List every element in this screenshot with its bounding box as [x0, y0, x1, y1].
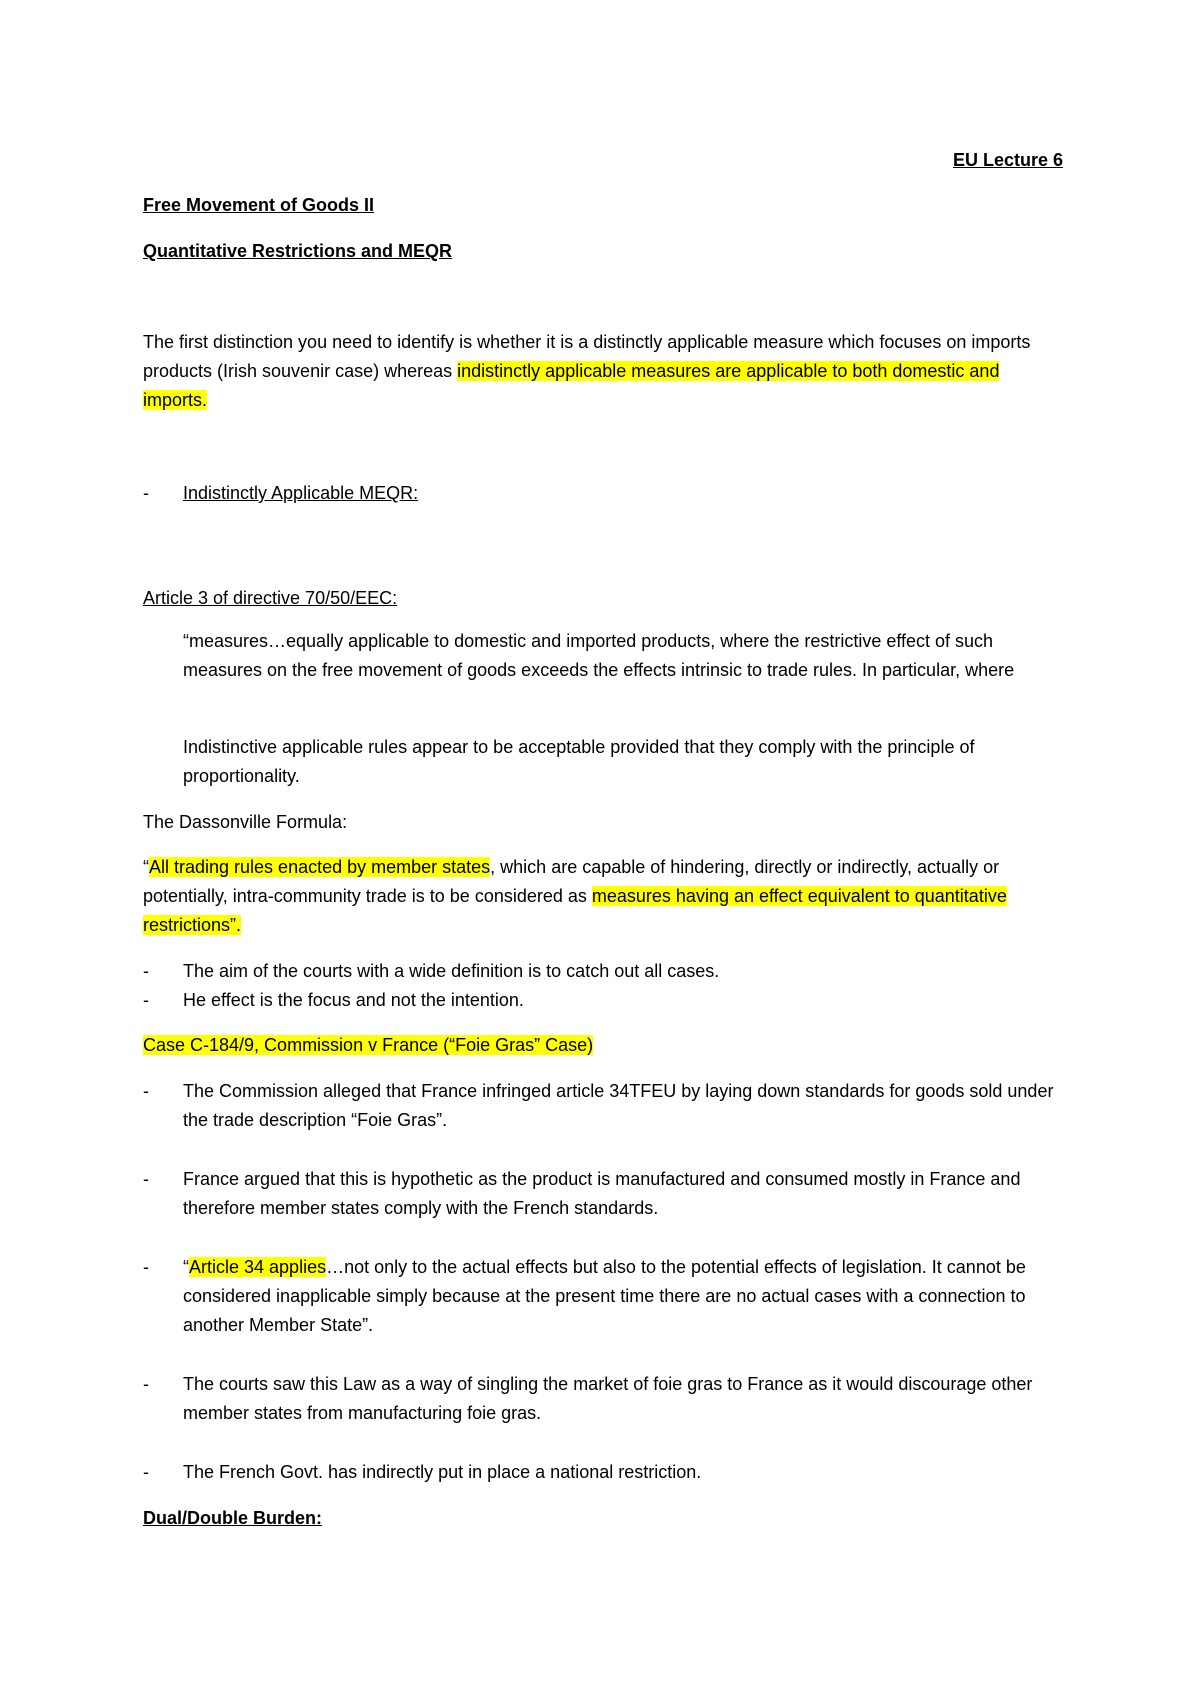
dassonville-point-text: He effect is the focus and not the intention. [183, 990, 524, 1010]
article3-heading-text: Article 3 of directive 70/50/EEC: [143, 588, 398, 608]
bullet-dash: - [143, 1081, 149, 1101]
dassonville-heading-text: The Dassonville Formula: [143, 812, 348, 832]
foie-gras-point-2 [143, 1165, 1063, 1223]
foie-gras-point-text: France argued that this is hypothetic as the product is manufactured and consumed mostly in France and therefore member states comply with the French standards. [183, 1169, 1021, 1218]
foie-gras-point-5 [143, 1458, 1063, 1487]
document-subtitle [143, 237, 1043, 266]
dassonville-text: , which are capable of hindering, directly or indirectly, actually or potentially, intra-community trade is to be considered as [143, 857, 1000, 906]
bullet-dash: - [143, 990, 149, 1010]
lecture-label [700, 146, 1063, 175]
section-iam [143, 479, 1063, 508]
article3-note [183, 733, 1063, 791]
article3-note-text: Indistinctive applicable rules appear to be acceptable provided that they comply with the principle of proportionality. [183, 737, 975, 786]
quote-open: “ [183, 1257, 189, 1277]
bullet-dash: - [143, 1257, 149, 1277]
section-iam-label: Indistinctly Applicable MEQR: [183, 483, 419, 503]
intro-text: The first distinction you need to identify is whether it is a distinctly applicable measure which focuses on imports products (Irish souvenir case) whereas [143, 332, 1031, 381]
intro-paragraph [143, 328, 1063, 415]
dual-burden-heading [143, 1504, 1043, 1533]
bullet-dash: - [143, 483, 149, 503]
foie-gras-point-text: The French Govt. has indirectly put in place a national restriction. [183, 1462, 702, 1482]
document-title [143, 191, 1043, 220]
dassonville-highlight-1: All trading rules enacted by member states [149, 857, 491, 877]
foie-gras-point-1 [143, 1077, 1063, 1135]
article3-quote [183, 627, 1063, 685]
bullet-dash: - [143, 1374, 149, 1394]
foie-gras-heading-text: Case C-184/9, Commission v France (“Foie Gras” Case) [143, 1035, 594, 1055]
dassonville-highlight-2: measures having an effect equivalent to quantitative restrictions”. [143, 886, 1007, 935]
dual-burden-heading-text: Dual/Double Burden: [143, 1508, 322, 1528]
dassonville-heading [143, 808, 1043, 837]
foie-gras-heading [143, 1031, 1043, 1060]
bullet-dash: - [143, 1462, 149, 1482]
bullet-dash: - [143, 1169, 149, 1189]
foie-gras-point-3 [143, 1253, 1063, 1340]
bullet-dash: - [143, 961, 149, 981]
dassonville-formula [143, 853, 1063, 940]
article3-heading [143, 584, 1043, 613]
foie-gras-point-text: …not only to the actual effects but also to the potential effects of legislation. It cannot be considered inapplicable simply because at the present time there are no actual cases with a connection to another Member State”. [183, 1257, 1026, 1335]
quote-open: “ [143, 857, 149, 877]
document-subtitle-text: Quantitative Restrictions and MEQR [143, 241, 453, 261]
article3-quote-text: “measures…equally applicable to domestic and imported products, where the restrictive effect of such measures on the free movement of goods exceeds the effects intrinsic to trade rules. In particular, where [183, 631, 1015, 680]
dassonville-point-2 [143, 986, 1063, 1015]
document-title-text: Free Movement of Goods II [143, 195, 375, 215]
foie-gras-point-text: The Commission alleged that France infringed article 34TFEU by laying down standards for goods sold under the trade description “Foie Gras”. [183, 1081, 1054, 1130]
lecture-label-text: EU Lecture 6 [952, 150, 1063, 170]
foie-gras-point-4 [143, 1370, 1063, 1428]
dassonville-point-text: The aim of the courts with a wide definition is to catch out all cases. [183, 961, 720, 981]
dassonville-point-1 [143, 957, 1063, 986]
foie-gras-point-text: The courts saw this Law as a way of singling the market of foie gras to France as it would discourage other member states from manufacturing foie gras. [183, 1374, 1033, 1423]
intro-highlight: indistinctly applicable measures are applicable to both domestic and imports. [143, 361, 1000, 410]
foie-gras-highlight: Article 34 applies [189, 1257, 327, 1277]
